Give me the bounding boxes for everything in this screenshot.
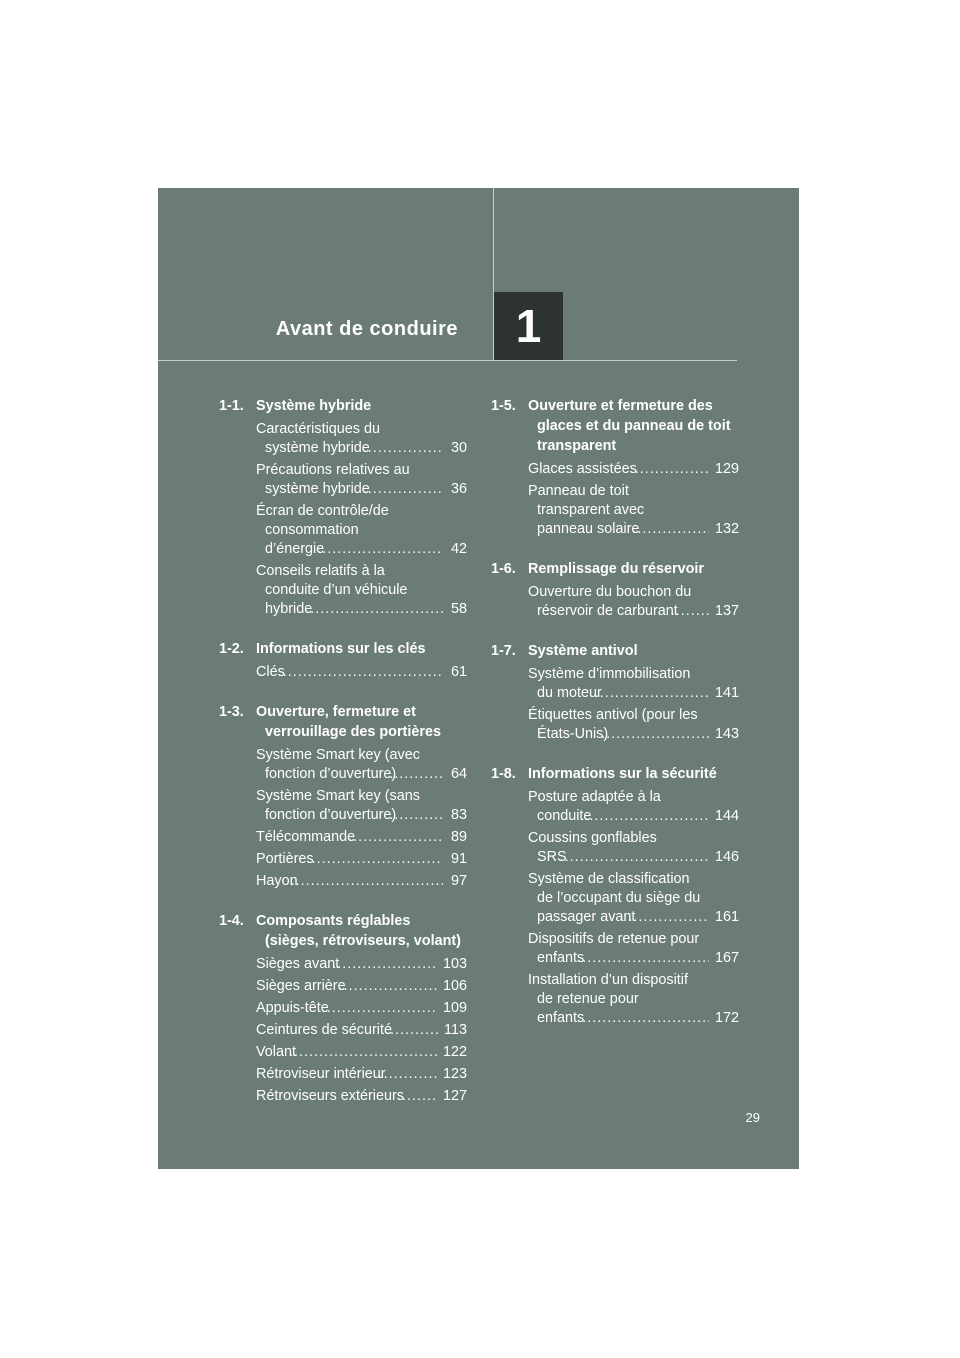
toc-section	[219, 702, 467, 891]
toc-entry-label: Télécommande .....	[256, 829, 355, 845]
toc-entry-label: Système de classification de l’occupant du siège du passager avant .....	[528, 871, 700, 925]
toc-entry[interactable]	[528, 788, 739, 826]
toc-entry[interactable]	[256, 872, 467, 891]
section-title: Informations sur les clés	[256, 641, 426, 657]
toc-section	[491, 641, 739, 744]
toc-entry[interactable]	[256, 502, 467, 559]
section-number: 1-2.	[219, 641, 244, 657]
toc-entry[interactable]	[528, 482, 739, 539]
toc-entry-page: 113	[444, 1022, 467, 1038]
toc-section	[219, 639, 467, 682]
toc-entry[interactable]	[256, 1065, 467, 1084]
toc-entry-page: 141	[714, 685, 739, 701]
toc-entry[interactable]	[528, 665, 739, 703]
toc-entry[interactable]	[528, 829, 739, 867]
toc-entry[interactable]	[528, 583, 739, 621]
toc-entry-text	[256, 828, 443, 847]
toc-entry-page: 123	[442, 1066, 467, 1082]
toc-entry-text	[256, 461, 443, 499]
toc-entry-text	[528, 665, 709, 703]
section-title: Ouverture et fermeture des glaces et du panneau de toit transparent	[528, 398, 731, 454]
toc-entry-page: 122	[442, 1044, 467, 1060]
chapter-number: 1	[515, 300, 542, 352]
toc-section-heading[interactable]	[219, 639, 467, 659]
toc-section-heading[interactable]	[219, 702, 467, 742]
toc-entry-page: 97	[450, 873, 467, 889]
toc-entry[interactable]	[256, 977, 467, 996]
toc-entry-label: Rétroviseurs extérieurs .....	[256, 1088, 404, 1104]
toc-entry-text	[256, 562, 443, 619]
toc-entry-label: Système d’immobilisation du moteur .....	[528, 666, 690, 701]
toc-entry[interactable]	[256, 955, 467, 974]
toc-section-heading[interactable]	[491, 396, 739, 456]
toc-entry-label: Hayon .....	[256, 873, 298, 889]
toc-entry-label: Rétroviseur intérieur .....	[256, 1066, 386, 1082]
toc-entry-label: Étiquettes antivol (pour les États-Unis) .....	[528, 707, 698, 742]
toc-column-right	[491, 396, 739, 1048]
toc-section-heading[interactable]	[491, 559, 739, 579]
toc-entry-label: Système Smart key (sans fonction d’ouverture) .....	[256, 788, 420, 823]
toc-entry-text	[256, 746, 443, 784]
toc-entry-page: 83	[450, 807, 467, 823]
toc-entry-page: 137	[714, 603, 739, 619]
toc-entry-page: 106	[442, 978, 467, 994]
toc-entry-text	[528, 482, 709, 539]
toc-entry-text	[256, 872, 443, 891]
toc-entry[interactable]	[256, 461, 467, 499]
page-number: 29	[745, 1110, 760, 1125]
toc-entry-page: 42	[450, 541, 467, 557]
section-title: Informations sur la sécurité	[528, 766, 717, 782]
toc-entry-text	[256, 955, 437, 974]
chapter-number-badge	[494, 292, 563, 360]
toc-entry-page: 64	[450, 766, 467, 782]
chapter-title: Avant de conduire	[275, 318, 458, 340]
toc-entry-label: Sièges avant .....	[256, 956, 339, 972]
toc-entry[interactable]	[256, 787, 467, 825]
toc-entry[interactable]	[528, 971, 739, 1028]
toc-entry[interactable]	[256, 562, 467, 619]
toc-entry-label: Appuis-tête .....	[256, 1000, 329, 1016]
section-number: 1-7.	[491, 643, 516, 659]
toc-entry-label: Portières .....	[256, 851, 314, 867]
toc-section	[491, 396, 739, 539]
toc-entry-label: Écran de contrôle/de consommation d’énergie .....	[256, 503, 389, 557]
toc-entry-label: Glaces assistées .....	[528, 461, 637, 477]
toc-entry-label: Volant .....	[256, 1044, 296, 1060]
toc-entry-label: Clés .....	[256, 664, 285, 680]
toc-entry-page: 129	[714, 461, 739, 477]
section-title: Système hybride	[256, 398, 372, 414]
toc-section	[491, 559, 739, 621]
toc-section	[219, 396, 467, 619]
toc-entry-text	[256, 787, 443, 825]
toc-entry-text	[256, 1021, 438, 1040]
toc-entry[interactable]	[528, 870, 739, 927]
toc-entry-page: 143	[714, 726, 739, 742]
toc-entry-label: Dispositifs de retenue pour enfants .....	[528, 931, 699, 966]
toc-entry-page: 172	[714, 1010, 739, 1026]
toc-entry-text	[528, 971, 709, 1028]
toc-entry-page: 127	[442, 1088, 467, 1104]
toc-entry-text	[528, 870, 709, 927]
section-number: 1-1.	[219, 398, 244, 414]
toc-entry-page: 161	[714, 909, 739, 925]
toc-section-heading[interactable]	[219, 911, 467, 951]
toc-entry-text	[528, 460, 709, 479]
toc-entry-text	[528, 788, 709, 826]
toc-entry-page: 146	[714, 849, 739, 865]
section-title: Ouverture, fermeture et verrouillage des portières	[256, 704, 441, 740]
toc-entry-label: Caractéristiques du système hybride .....	[256, 421, 380, 456]
toc-entry[interactable]	[256, 850, 467, 869]
toc-entry-text	[256, 977, 437, 996]
toc-entry-page: 167	[714, 950, 739, 966]
toc-entry-page: 89	[450, 829, 467, 845]
toc-entry-text	[256, 663, 443, 682]
toc-section-heading[interactable]	[491, 764, 739, 784]
section-number: 1-3.	[219, 704, 244, 720]
toc-entry-label: Posture adaptée à la conduite .....	[528, 789, 661, 824]
toc-entry-label: Système Smart key (avec fonction d’ouverture) .....	[256, 747, 420, 782]
toc-entry-label: Panneau de toit transparent avec panneau solaire .....	[528, 483, 644, 537]
toc-section	[219, 911, 467, 1106]
toc-section	[491, 764, 739, 1028]
toc-entry[interactable]	[528, 706, 739, 744]
toc-entry-text	[256, 502, 443, 559]
toc-entry-text	[256, 1065, 437, 1084]
toc-entry-text	[256, 999, 437, 1018]
section-number: 1-6.	[491, 561, 516, 577]
toc-entry-page: 30	[450, 440, 467, 456]
toc-entry[interactable]	[256, 999, 467, 1018]
toc-entry[interactable]	[256, 1087, 467, 1106]
toc-section-heading[interactable]	[491, 641, 739, 661]
toc-entry[interactable]	[256, 828, 467, 847]
toc-entry-text	[528, 706, 709, 744]
section-number: 1-5.	[491, 398, 516, 414]
toc-entry[interactable]	[256, 663, 467, 682]
toc-entry-text	[256, 1087, 437, 1106]
toc-entry-text	[256, 1043, 437, 1062]
section-title: Remplissage du réservoir	[528, 561, 704, 577]
toc-column-left	[219, 396, 467, 1126]
toc-entry-page: 61	[450, 664, 467, 680]
toc-entry-page: 36	[450, 481, 467, 497]
toc-entry-page: 58	[450, 601, 467, 617]
toc-entry-text	[528, 930, 709, 968]
toc-entry-page: 132	[714, 521, 739, 537]
toc-entry-label: Installation d’un dispositif de retenue pour enfants .....	[528, 972, 688, 1026]
section-title: Composants réglables (sièges, rétroviseurs, volant)	[256, 913, 461, 949]
toc-section-heading[interactable]	[219, 396, 467, 416]
divider-horizontal	[158, 360, 737, 361]
toc-entry-label: Ouverture du bouchon du réservoir de carburant .....	[528, 584, 691, 619]
section-title: Système antivol	[528, 643, 638, 659]
toc-entry-label: Conseils relatifs à la conduite d’un véhicule hybride .....	[256, 563, 407, 617]
toc-entry-label: Coussins gonflables SRS .....	[528, 830, 657, 865]
toc-entry-label: Sièges arrière .....	[256, 978, 346, 994]
toc-entry-text	[528, 583, 709, 621]
toc-entry-label: Précautions relatives au système hybride .....	[256, 462, 410, 497]
toc-entry[interactable]	[528, 930, 739, 968]
toc-entry-page: 144	[714, 808, 739, 824]
toc-entry-text	[528, 829, 709, 867]
section-number: 1-4.	[219, 913, 244, 929]
toc-entry[interactable]	[528, 460, 739, 479]
toc-entry[interactable]	[256, 1021, 467, 1040]
toc-entry-page: 91	[450, 851, 467, 867]
toc-entry-text	[256, 850, 443, 869]
toc-entry-page: 103	[442, 956, 467, 972]
toc-entry[interactable]	[256, 746, 467, 784]
section-number: 1-8.	[491, 766, 516, 782]
toc-entry-label: Ceintures de sécurité .....	[256, 1022, 392, 1038]
toc-entry-text	[256, 420, 443, 458]
toc-entry[interactable]	[256, 420, 467, 458]
toc-entry[interactable]	[256, 1043, 467, 1062]
toc-entry-page: 109	[442, 1000, 467, 1016]
